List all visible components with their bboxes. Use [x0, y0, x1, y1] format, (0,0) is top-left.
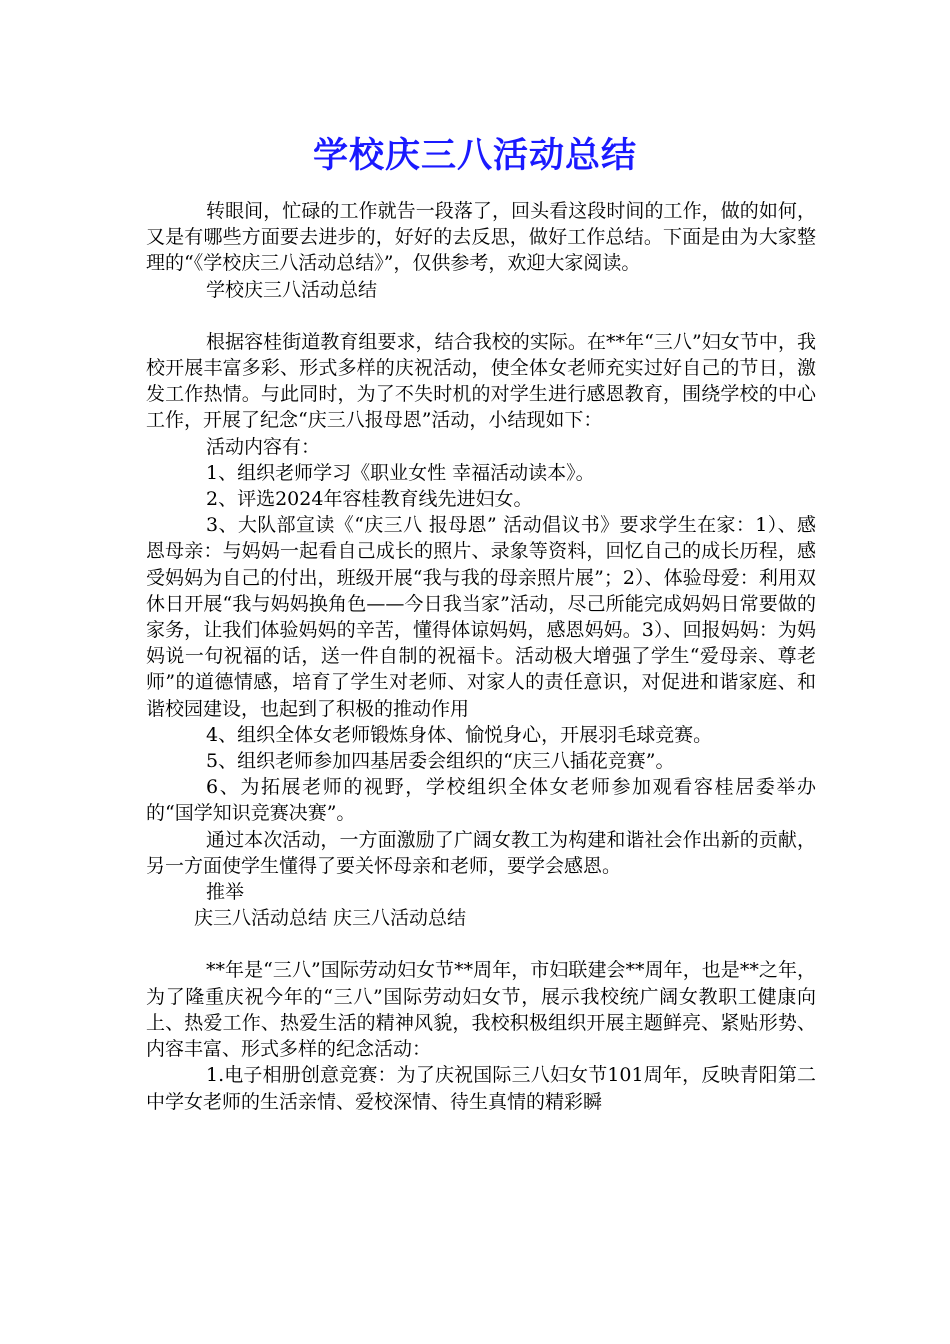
- list-item: 6、为拓展老师的视野，学校组织全体女老师参加观看容桂居委举办的“国学知识竞赛决赛”。: [146, 776, 816, 825]
- body-paragraph: 1.电子相册创意竞赛：为了庆祝国际三八妇女节101周年，反映青阳第二中学女老师的生活亲情、爱校深情、待生真情的精彩瞬: [146, 1064, 816, 1113]
- section-heading: 学校庆三八活动总结: [206, 278, 378, 301]
- body-paragraph: 根据容桂街道教育组要求，结合我校的实际。在**年“三八”妇女节中，我校开展丰富多彩、形式多样的庆祝活动，使全体女老师充实过好自己的节日，激发工作热情。与此同时，为了不失时机的对学生进行感恩教育，围绕学校的中心工作，开展了纪念“庆三八报母恩”活动，小结现如下：: [146, 330, 816, 432]
- conclusion-paragraph: 通过本次活动，一方面激励了广阔女教工为构建和谐社会作出新的贡献，另一方面使学生懂得了要关怀母亲和老师，要学会感恩。: [146, 828, 816, 877]
- recommend-label: 推举: [206, 881, 245, 904]
- list-item: 2、评选2024年容桂教育线先进妇女。: [206, 488, 533, 511]
- intro-paragraph: 转眼间，忙碌的工作就告一段落了，回头看这段时间的工作，做的如何，又是有哪些方面要去进步的，好好的去反思，做好工作总结。下面是由为大家整理的“《学校庆三八活动总结》”，仅供参考，欢迎大家阅读。: [146, 200, 816, 275]
- blank-line: [146, 303, 816, 329]
- list-item: 1、组织老师学习《职业女性 幸福活动读本》。: [206, 461, 595, 484]
- list-item: 4、组织全体女老师锻炼身体、愉悦身心，开展羽毛球竞赛。: [206, 723, 713, 746]
- list-item: 3、大队部宣读《“庆三八 报母恩” 活动倡议书》要求学生在家：1）、感恩母亲：与妈妈一起看自己成长的照片、录象等资料，回忆自己的成长历程，感受妈妈为自己的付出，班级开展“我与我的母亲照片展”；2）、体验母爱：利用双休日开展“我与妈妈换角色——今日我当家”活动，尽己所能完成妈妈日常要做的家务，让我们体验妈妈的辛苦，懂得体谅妈妈，感恩妈妈。3）、回报妈妈：为妈妈说一句祝福的话，送一件自制的祝福卡。活动极大增强了学生“爱母亲、尊老师”的道德情感，培育了学生对老师、对家人的责任意识，对促进和谐家庭、和谐校园建设，也起到了积极的推动作用: [146, 514, 816, 720]
- blank-line: [146, 931, 816, 957]
- document-title: 学校庆三八活动总结: [312, 136, 637, 176]
- list-heading: 活动内容有：: [206, 435, 321, 458]
- section-heading: 庆三八活动总结 庆三八活动总结: [194, 907, 467, 930]
- body-paragraph: **年是“三八”国际劳动妇女节**周年，市妇联建会**周年，也是**之年，为了隆重庆祝今年的“三八”国际劳动妇女节，展示我校统广阔女教职工健康向上、热爱工作、热爱生活的精神风貌，我校积极组织开展主题鲜亮、紧贴形势、内容丰富、形式多样的纪念活动：: [146, 959, 816, 1061]
- document-body: [146, 198, 816, 1115]
- list-item: 5、组织老师参加四基居委会组织的“庆三八插花竞赛”。: [206, 750, 675, 773]
